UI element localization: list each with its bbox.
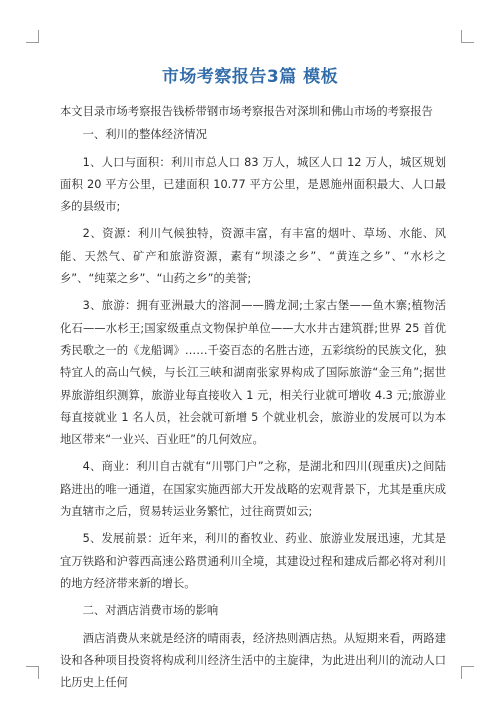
page-corner-mark-top-right [461,30,474,43]
paragraph-commerce: 4、商业：利川自古就有“川鄂门户”之称，是湖北和四川(现重庆)之间陆路进出的唯一通道，在国家实施西部大开发战略的宏观背景下，尤其是重庆成为直辖市之后，贸易转运业务繁忙，过往商贾如云; [60,460,446,519]
document-title: 市场考察报告3篇 模板 [161,67,339,87]
paragraph-resources: 2、资源：利川气候独特，资源丰富，有丰富的烟叶、草场、水能、风能、天然气、矿产和旅游资源，素有“坝漆之乡”、“黄连之乡”、“水杉之乡”、“纯菜之乡”、“山药之乡”的美誉; [60,227,446,286]
page-corner-mark-top-left [26,30,39,43]
paragraph-tourism: 3、旅游：拥有亚洲最大的溶洞——腾龙洞;土家古堡——鱼木寨;植物活化石——水杉王;国家级重点文物保护单位——大水井古建筑群;世界 25 首优秀民歌之一的《龙船调》……千姿百态的名胜古迹，五彩缤纷的民族文化，独特宜人的高山气候，与长江三峡和湖南张家界构成了国际旅游“金三角”;据世界旅游组织测算，旅游业每直接收入 1 元，相关行业就可增收 4.3 元;旅游业每直接就业 1 名人员，社会就可新增 5 个就业机会，旅游业的发展可以为本地区带来“一业兴、百业旺”的几何效应。 [60,299,446,447]
page-corner-mark-bottom-left [26,666,39,679]
document-body [60,101,446,694]
paragraph-prospects: 5、发展前景：近年来，利川的畜牧业、药业、旅游业发展迅速，尤其是宜万铁路和沪蓉西高速公路贯通利川全境，其建设过程和建成后都必将对利川的地方经济带来新的增长。 [60,532,446,590]
paragraph-population: 1、人口与面积：利川市总人口 83 万人，城区人口 12 万人，城区规划面积 20 平方公里，已建面积 10.77 平方公里，是恩施州面积最大、人口最多的县级市; [60,155,446,214]
page-corner-mark-bottom-right [461,666,474,679]
section-heading-2: 二、对酒店消费市场的影响 [82,604,219,618]
section-heading-1: 一、利川的整体经济情况 [82,128,207,142]
table-of-contents-line: 本文目录市场考察报告钱桥带钢市场考察报告对深圳和佛山市场的考察报告 [60,105,433,118]
paragraph-hotel-market: 酒店消费从来就是经济的晴雨表，经济热则酒店热。从短期来看，两路建设和各种项目投资将构成利川经济生活中的主旋律，为此进出利川的流动人口比历史上任何 [60,631,446,690]
